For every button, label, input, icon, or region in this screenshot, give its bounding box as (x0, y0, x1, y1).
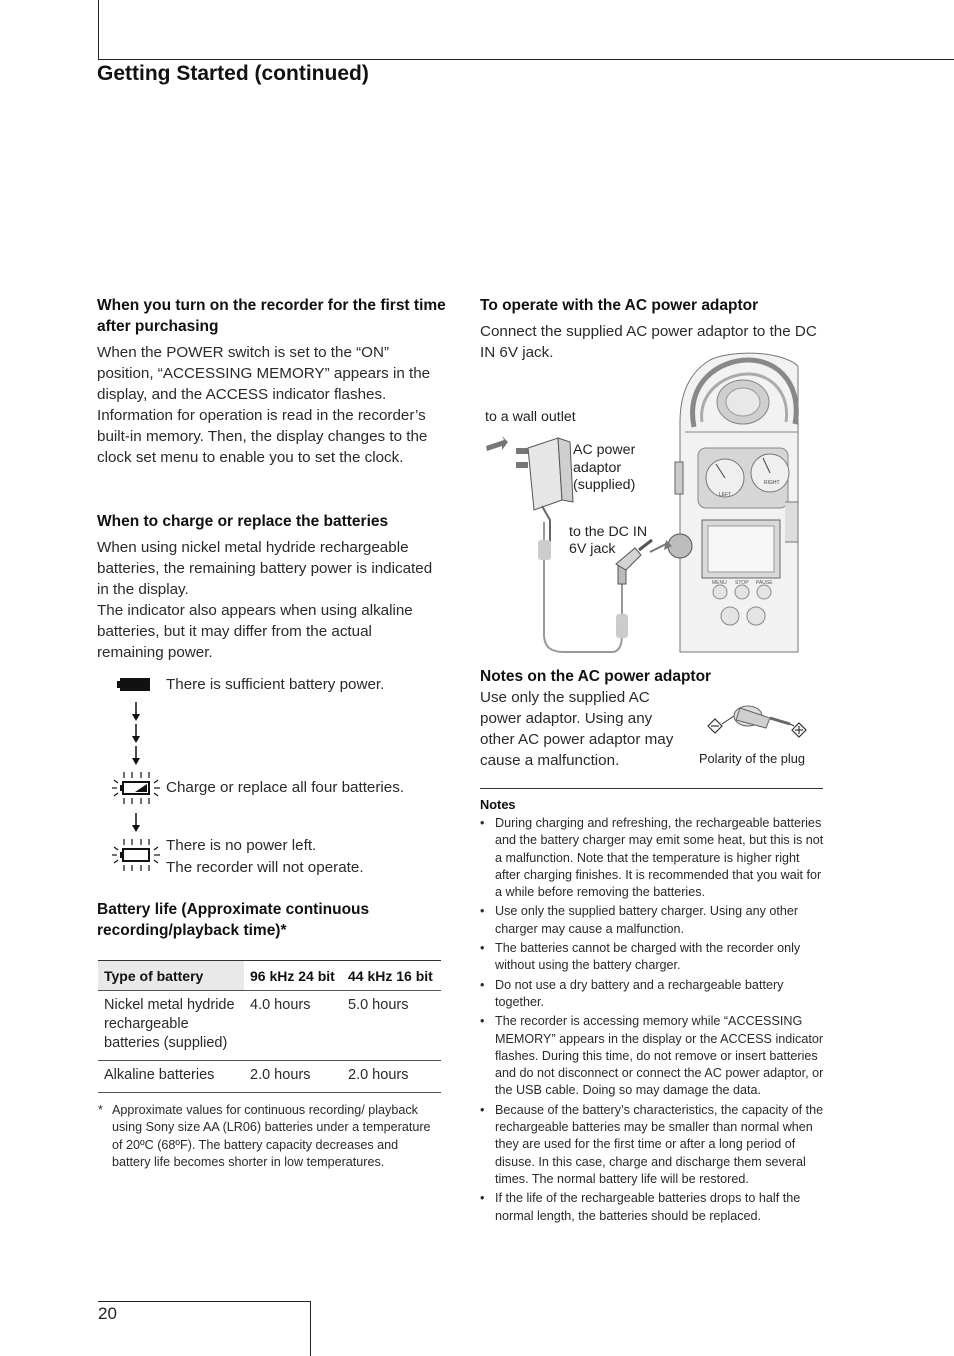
table-header-44khz: 44 kHz 16 bit (342, 961, 441, 991)
device-button-pause-label: PAUSE (756, 580, 773, 586)
battery-life-footnote: Approximate values for continuous recording/ playback using Sony size AA (LR06) batteries under a temperature of 20ºC (68ºF). The battery capacity decreases and battery life becomes shorter in low temperatures. (112, 1103, 431, 1169)
dcin-label-1: to the DC IN (569, 524, 648, 540)
battery-full-text: There is sufficient battery power. (166, 676, 385, 693)
battery-life-heading: Battery life (Approximate continuous recording/playback time)* (97, 901, 370, 939)
type-line: batteries (supplied) (104, 1035, 228, 1051)
frame-line-top-vertical (98, 0, 99, 60)
notes-list (480, 815, 825, 1227)
device-button-menu-label: MENU (712, 580, 727, 586)
first-time-heading: When you turn on the recorder for the first time after purchasing (97, 297, 446, 335)
frame-line-bottom-horizontal (98, 1301, 311, 1302)
list-item: • Do not use a dry battery and a rechargeable battery together. (480, 977, 825, 1012)
table-cell-96khz: 4.0 hours (244, 991, 342, 1061)
list-item: • If the life of the rechargeable batteries drops to half the normal length, the batteries should be replaced. (480, 1190, 825, 1225)
battery-empty-text-1: There is no power left. (166, 837, 317, 854)
plug-polarity-graphic (700, 692, 820, 746)
battery-life-table-wrap (98, 960, 441, 1093)
frame-line-top-horizontal (98, 59, 954, 60)
wall-outlet-label: to a wall outlet (485, 409, 576, 425)
dcin-label-2: 6V jack (569, 541, 616, 557)
ac-body: Connect the supplied AC power adaptor to the DC IN 6V jack. (480, 323, 817, 362)
type-line: rechargeable (104, 1016, 189, 1032)
meter-right-label: RIGHT (764, 480, 780, 486)
battery-low-icon (112, 772, 160, 804)
device-button-stop-label: STOP (735, 580, 749, 586)
notes-divider (480, 788, 823, 789)
table-cell-type: Alkaline batteries (98, 1061, 244, 1093)
type-line: Nickel metal hydride (104, 997, 235, 1013)
list-item: • The batteries cannot be charged with the recorder only without using the battery charger. (480, 940, 825, 975)
battery-empty-text-2: The recorder will not operate. (166, 859, 364, 876)
ac-adaptor-illustration (480, 352, 825, 662)
page-title: Getting Started (continued) (97, 62, 369, 85)
meter-left-label: LEFT (719, 492, 732, 498)
charge-body-2: The indicator also appears when using alkaline batteries, but it may differ from the actual remaining power. (97, 602, 413, 662)
list-item: • Use only the supplied battery charger. Using any other charger may cause a malfunction. (480, 903, 825, 938)
table-cell-44khz: 2.0 hours (342, 1061, 441, 1093)
battery-empty-icon (112, 839, 160, 871)
dc-plug-drawing (616, 540, 672, 584)
list-item: • Because of the battery’s characteristics, the capacity of the rechargeable batteries may be smaller than normal when they are used for the first time or after a long period of disuse. In this case, charge and discharge them several times. The normal battery life will be restored. (480, 1102, 825, 1188)
frame-line-bottom-vertical (310, 1301, 311, 1356)
table-row (98, 1061, 441, 1093)
table-row (98, 991, 441, 1061)
recorder-connection-graphic (480, 352, 825, 662)
recorder-drawing (668, 353, 798, 652)
ac-notes-body: Use only the supplied AC power adaptor. Using any other AC power adaptor may cause a malfunction. (480, 689, 674, 770)
table-cell-44khz: 5.0 hours (342, 991, 441, 1061)
battery-life-table (98, 961, 441, 1093)
footnote-mark: * (98, 1103, 103, 1117)
table-header-row (98, 961, 441, 991)
table-cell-96khz: 2.0 hours (244, 1061, 342, 1093)
wall-plug-drawing (486, 436, 573, 542)
battery-indicator-diagram (110, 672, 450, 882)
page-number: 20 (98, 1304, 117, 1323)
battery-full-icon (117, 678, 150, 691)
charge-body-1: When using nickel metal hydride rechargeable batteries, the remaining battery power is indicated in the display. (97, 539, 433, 599)
charge-heading: When to charge or replace the batteries (97, 513, 389, 530)
list-item: • The recorder is accessing memory while “ACCESSING MEMORY” appears in the display or the ACCESS indicator flashes. During this time, do not remove or insert batteries and do not disconnect or connect the AC power adaptor, or the USB cable. Doing so may damage the data. (480, 1013, 825, 1099)
ac-heading: To operate with the AC power adaptor (480, 297, 759, 314)
adaptor-label-1: AC power (573, 442, 636, 458)
table-header-96khz: 96 kHz 24 bit (244, 961, 342, 991)
table-cell-type (98, 991, 244, 1061)
adaptor-label-2: adaptor (573, 460, 622, 476)
adaptor-label-3: (supplied) (573, 477, 636, 493)
battery-states-graphic (110, 672, 170, 882)
plug-polarity-label: Polarity of the plug (699, 751, 805, 766)
notes-title: Notes (480, 797, 516, 812)
table-header-type: Type of battery (98, 961, 244, 991)
battery-low-text: Charge or replace all four batteries. (166, 779, 405, 796)
first-time-body: When the POWER switch is set to the “ON” position, “ACCESSING MEMORY” appears in the display, and the ACCESS indicator flashes. Information for operation is read in the recorder’s built-in memory. Then, the display changes to the clock set menu to enable you to set the clock. (97, 344, 431, 467)
list-item: • During charging and refreshing, the rechargeable batteries and the battery charger may emit some heat, but this is not a malfunction. Note that the temperature is higher right after charging finishes. It is recommended that you wait for a while before removing the batteries. (480, 815, 825, 901)
ac-notes-heading: Notes on the AC power adaptor (480, 668, 712, 685)
